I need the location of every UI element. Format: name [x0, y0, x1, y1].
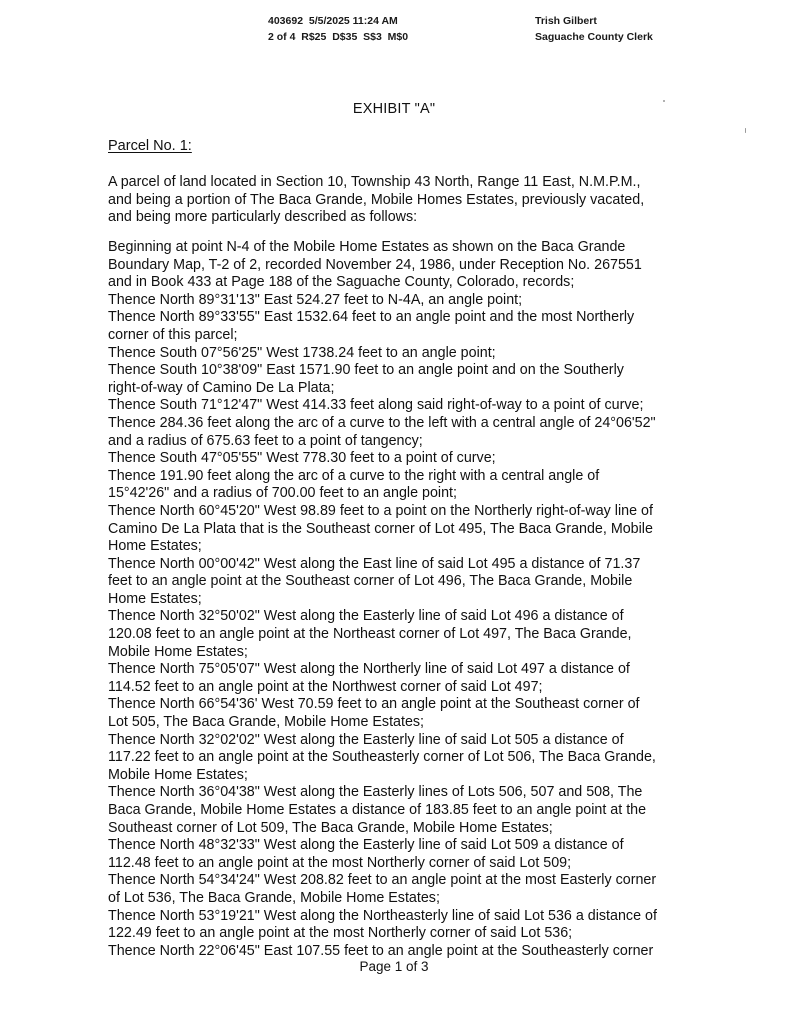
description-line: 117.22 feet to an angle point at the Southeasterly corner of Lot 506, The Baca Grande,	[108, 749, 656, 766]
description-line: Thence North 36°04'38" West along the Easterly lines of Lots 506, 507 and 508, The	[108, 784, 643, 801]
description-line: 112.48 feet to an angle point at the most Northerly corner of said Lot 509;	[108, 854, 572, 871]
description-line: Thence North 32°50'02" West along the Easterly line of said Lot 496 a distance of	[108, 608, 624, 625]
intro-paragraph	[108, 174, 693, 227]
fees-line: 2 of 4 R$25 D$35 S$3 M$0	[268, 31, 409, 43]
description-line: Home Estates;	[108, 590, 202, 607]
description-line: Thence South 10°38'09" East 1571.90 feet to an angle point and on the Southerly	[108, 362, 624, 379]
page-number: Page 1 of 3	[359, 959, 429, 974]
description-line: Camino De La Plata that is the Southeast corner of Lot 495, The Baca Grande, Mobile	[108, 520, 653, 537]
description-line: Beginning at point N-4 of the Mobile Home Estates as shown on the Baca Grande	[108, 239, 626, 255]
description-line: Thence South 71°12'47" West 414.33 feet along said right-of-way to a point of curve;	[108, 397, 644, 414]
exhibit-title: EXHIBIT "A"	[352, 101, 436, 117]
description-line: Baca Grande, Mobile Home Estates a distance of 183.85 feet to an angle point at the	[108, 802, 647, 818]
description-line: 114.52 feet to an angle point at the Northwest corner of said Lot 497;	[108, 678, 543, 695]
description-line: corner of this parcel;	[108, 326, 238, 343]
clerk-name: Trish Gilbert	[535, 15, 597, 27]
parcel-heading: Parcel No. 1:	[108, 138, 192, 154]
description-line: 120.08 feet to an angle point at the Northeast corner of Lot 497, The Baca Grande,	[108, 626, 632, 643]
description-line: Thence North 75°05'07" West along the Northerly line of said Lot 497 a distance of	[108, 661, 630, 678]
description-line: Thence 284.36 feet along the arc of a curve to the left with a central angle of 24°06'52"	[108, 414, 656, 431]
description-line: Mobile Home Estates;	[108, 766, 248, 783]
intro-line: and being more particularly described as follows:	[108, 209, 418, 226]
description-line: Thence North 00°00'42" West along the East line of said Lot 495 a distance of 71.37	[108, 555, 641, 572]
description-line: Thence North 32°02'02" West along the Easterly line of said Lot 505 a distance of	[108, 731, 624, 748]
description-line: Thence North 66°54'36' West 70.59 feet to an angle point at the Southeast corner of	[108, 696, 640, 713]
description-line: 15°42'26" and a radius of 700.00 feet to an angle point;	[108, 485, 457, 502]
intro-line: and being a portion of The Baca Grande, Mobile Homes Estates, previously vacated,	[108, 191, 645, 208]
description-line: 122.49 feet to an angle point at the most Northerly corner of said Lot 536;	[108, 925, 573, 942]
description-line: Thence North 89°31'13" East 524.27 feet to N-4A, an angle point;	[108, 291, 523, 308]
description-line: Thence North 60°45'20" West 98.89 feet to a point on the Northerly right-of-way line of	[108, 502, 653, 519]
reception-line: 403692 5/5/2025 11:24 AM	[268, 15, 398, 27]
description-line: right-of-way of Camino De La Plata;	[108, 379, 335, 396]
description-line: feet to an angle point at the Southeast corner of Lot 496, The Baca Grande, Mobile	[108, 573, 633, 590]
description-line: Thence North 48°32'33" West along the Easterly line of said Lot 509 a distance of	[108, 837, 624, 854]
description-line: Mobile Home Estates;	[108, 643, 248, 660]
description-line: Thence 191.90 feet along the arc of a curve to the right with a central angle of	[108, 467, 600, 484]
intro-line: A parcel of land located in Section 10, Township 43 North, Range 11 East, N.M.P.M.,	[108, 174, 641, 190]
description-line: Thence North 22°06'45" East 107.55 feet to an angle point at the Southeasterly corner	[108, 942, 654, 959]
legal-description	[108, 239, 693, 960]
scan-speck	[745, 128, 746, 133]
recording-stamp	[268, 13, 408, 45]
description-line: Lot 505, The Baca Grande, Mobile Home Estates;	[108, 714, 425, 731]
description-line: Southeast corner of Lot 509, The Baca Grande, Mobile Home Estates;	[108, 819, 553, 836]
clerk-title: Saguache County Clerk	[535, 31, 653, 43]
description-line: Thence North 89°33'55" East 1532.64 feet to an angle point and the most Northerly	[108, 309, 635, 326]
description-line: Boundary Map, T-2 of 2, recorded November 24, 1986, under Reception No. 267551	[108, 256, 642, 273]
description-line: Thence North 54°34'24" West 208.82 feet to an angle point at the most Easterly corner	[108, 872, 657, 889]
description-line: of Lot 536, The Baca Grande, Mobile Home Estates;	[108, 889, 440, 906]
description-line: and in Book 433 at Page 188 of the Saguache County, Colorado, records;	[108, 274, 575, 291]
description-line: and a radius of 675.63 feet to a point of tangency;	[108, 432, 423, 449]
description-line: Thence North 53°19'21" West along the Northeasterly line of said Lot 536 a distance of	[108, 907, 657, 924]
scan-speck	[663, 100, 665, 102]
description-line: Thence South 07°56'25" West 1738.24 feet to an angle point;	[108, 344, 496, 361]
description-line: Home Estates;	[108, 538, 202, 555]
clerk-stamp	[535, 13, 653, 45]
description-line: Thence South 47°05'55" West 778.30 feet to a point of curve;	[108, 450, 496, 467]
